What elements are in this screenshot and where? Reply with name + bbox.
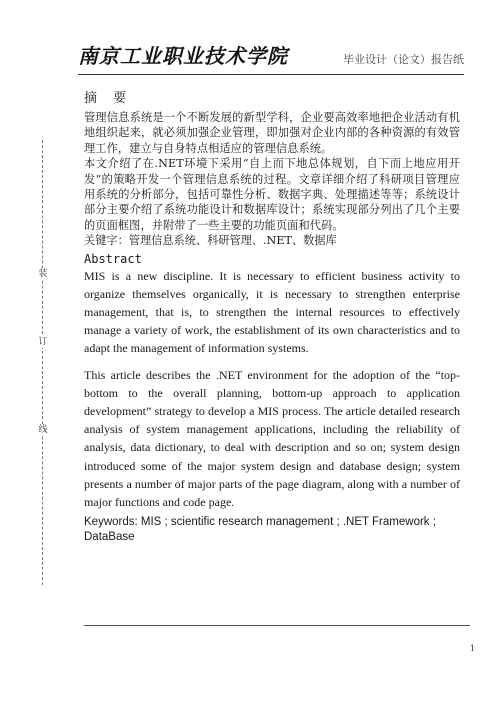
abstract-en-paragraph-1: MIS is a new discipline. It is necessary to efficient business activity to organize themselves organically, it is necessary to strengthen enterprise management, that is, to strengthen the internal resources to effectively manage a variety of work, the establishment of its own characteristics and to adapt the management of information systems. [84,268,460,356]
abstract-cn-keywords: 关键字：管理信息系统、科研管理、.NET、数据库 [84,234,337,248]
abstract-cn-paragraph-1: 管理信息系统是一个不断发展的新型学科，企业要高效率地把企业活动有机地组织起来，就必须加强企业管理，即加强对企业内部的各种资源的有效管理工作，建立与自身特点相适应的管理信息系统。 [84,111,460,155]
document-type-label: 毕业设计（论文）报告纸 [343,53,464,66]
binding-margin [38,140,48,585]
page-content [84,90,460,545]
abstract-en-keywords: Keywords: MIS ; scientific research management ; .NET Framework ; DataBase [84,516,436,544]
abstract-cn-paragraph-2: 本文介绍了在.NET环境下采用“自上而下地总体规划，自下而上地应用开发”的策略开发一个管理信息系统的过程。文章详细介绍了科研项目管理应用系统的分析部分，包括可靠性分析、数据字典、处理描述等等；系统设计部分主要介绍了系统功能设计和数据库设计；系统实现部分列出了几个主要的页面框图，并附带了一些主要的功能页面和代码。 [84,157,460,232]
abstract-cn-title: 摘 要 [84,91,133,106]
binding-mark-zhuang: 装 [36,268,50,280]
page-number: 1 [470,644,476,653]
abstract-en-paragraph-2: This article describes the .NET environment for the adoption of the “top-bottom to the overall planning, bottom-up approach to application development” strategy to develop a MIS process. The article detailed research analysis of system management applications, including the reliability of analysis, data dictionary, to deal with description and so on; system design introduced some of the major system design and database design; system presents a number of major parts of the page diagram, along with a number of major functions and code page. [84,367,460,510]
binding-mark-xian: 线 [36,424,50,436]
abstract-en-title: Abstract [84,251,142,266]
binding-dashed-line [42,140,43,585]
binding-mark-ding: 订 [36,336,50,348]
footer-divider [84,625,470,626]
school-logo: 南京工业职业技术学院 [78,44,288,68]
page-header [78,38,464,72]
header-divider [78,74,464,75]
